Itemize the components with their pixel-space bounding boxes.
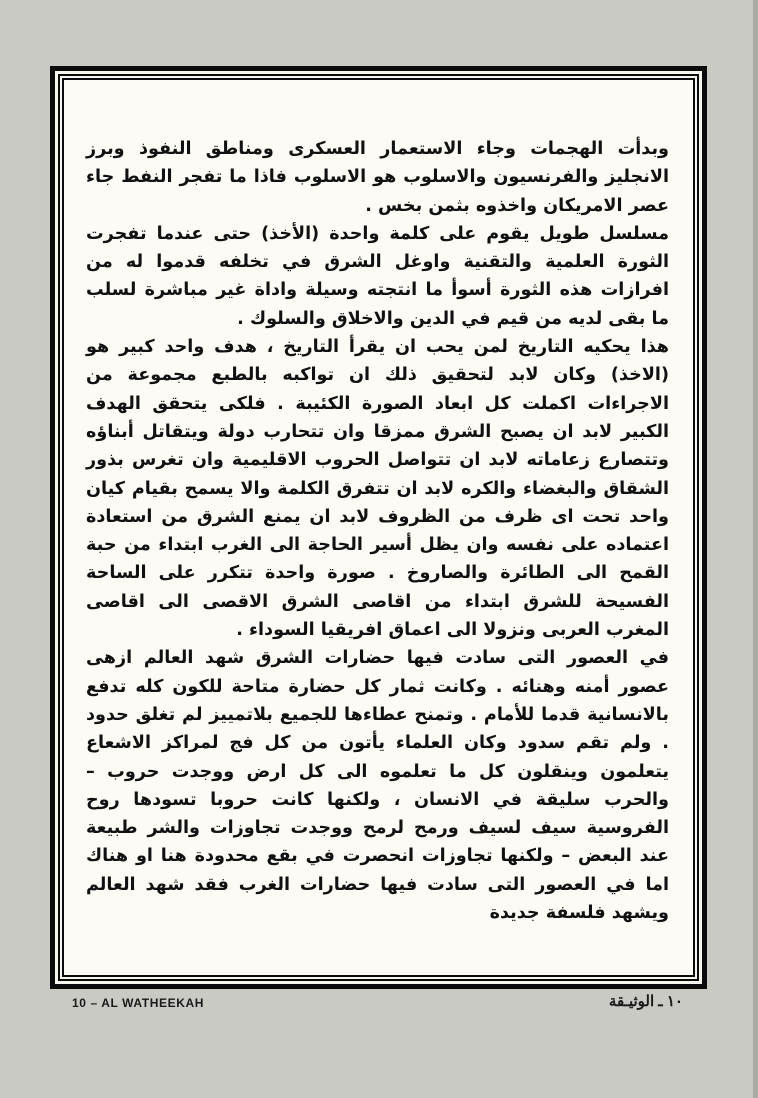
- article-body: [64, 80, 693, 975]
- page-footer: [72, 992, 683, 1016]
- scan-edge-strip: [753, 0, 758, 1098]
- footer-page-number-arabic: ١٠ ـ الوثيـقة: [608, 993, 683, 1010]
- paragraph-1: وبدأت الهجمات وجاء الاستعمار العسكرى ومناطق النفوذ وبرز الانجليز والفرنسيون والاسلوب هو الاسلوب فاذا ما تفجر النفط جاء عصر الامريكان واخذوه بثمن بخس .: [86, 139, 669, 216]
- footer-page-number-latin: 10 – AL WATHEEKAH: [72, 996, 204, 1010]
- paragraph-2: مسلسل طويل يقوم على كلمة واحدة (الأخذ) حتى عندما تفجرت الثورة العلمية والتقنية واوغل الشرق في تخلفه قدموا له من افرازات هذه الثورة أسوأ ما انتجته وسيلة واداة غير مباشرة لسلب ما بقى لديه من قيم في الدين والاخلاق والسلوك .: [86, 223, 669, 329]
- paragraph-4: في العصور التى سادت فيها حضارات الشرق شهد العالم ازهى عصور أمنه وهنائه . وكانت ثمار كل حضارة متاحة للكون كله تدفع بالانسانية قدما للأمام . وتمنح عطاءها للجميع بلاتمييز لم تغلق حدود . ولم تقم سدود وكان العلماء يأتون من كل فج لمراكز الاشعاع يتعلمون وينقلون كل ما تعلموه الى كل ارض ووجدت حروب – والحرب سليقة في الانسان ، ولكنها كانت حروبا تسودها روح الفروسية سيف لسيف ورمح لرمح ووجدت تجاوزات والشر طبيعة عند البعض – ولكنها تجاوزات انحصرت في بقع محدودة هنا او هناك اما في العصور التى سادت فيها حضارات الغرب فقد شهد العالم ويشهد فلسفة جديدة: [86, 648, 669, 924]
- page-border-frame: [50, 66, 707, 989]
- paragraph-3: هذا يحكيه التاريخ لمن يحب ان يقرأ التاريخ ، هدف واحد كبير هو (الاخذ) وكان لابد لتحقيق ذلك ان تواكبه بالطبع مجموعة من الاجراءات اكملت كل ابعاد الصورة الكئيبة . فلكى يتحقق الهدف الكبير لابد ان يصبح الشرق ممزقا وان تتحارب دولة ويتقاتل أبناؤه وتتصارع زعاماته لابد ان تتواصل الحروب الاقليمية وان تغرس بذور الشقاق والبغضاء والكره لابد ان تتفرق الكلمة والا يسمح بقيام كيان واحد تحت اى ظرف من الظروف لابد ان يمنع الشرق من استعادة اعتماده على نفسه وان يظل أسير الحاجة الى الغرب ابتداء من حبة القمح الى الطائرة والصاروخ . صورة واحدة تتكرر على الساحة الفسيحة للشرق ابتداء من اقاصى الشرق الاقصى الى اقاصى المغرب العربى ونزولا الى اعماق افريقيا السوداء .: [86, 337, 669, 641]
